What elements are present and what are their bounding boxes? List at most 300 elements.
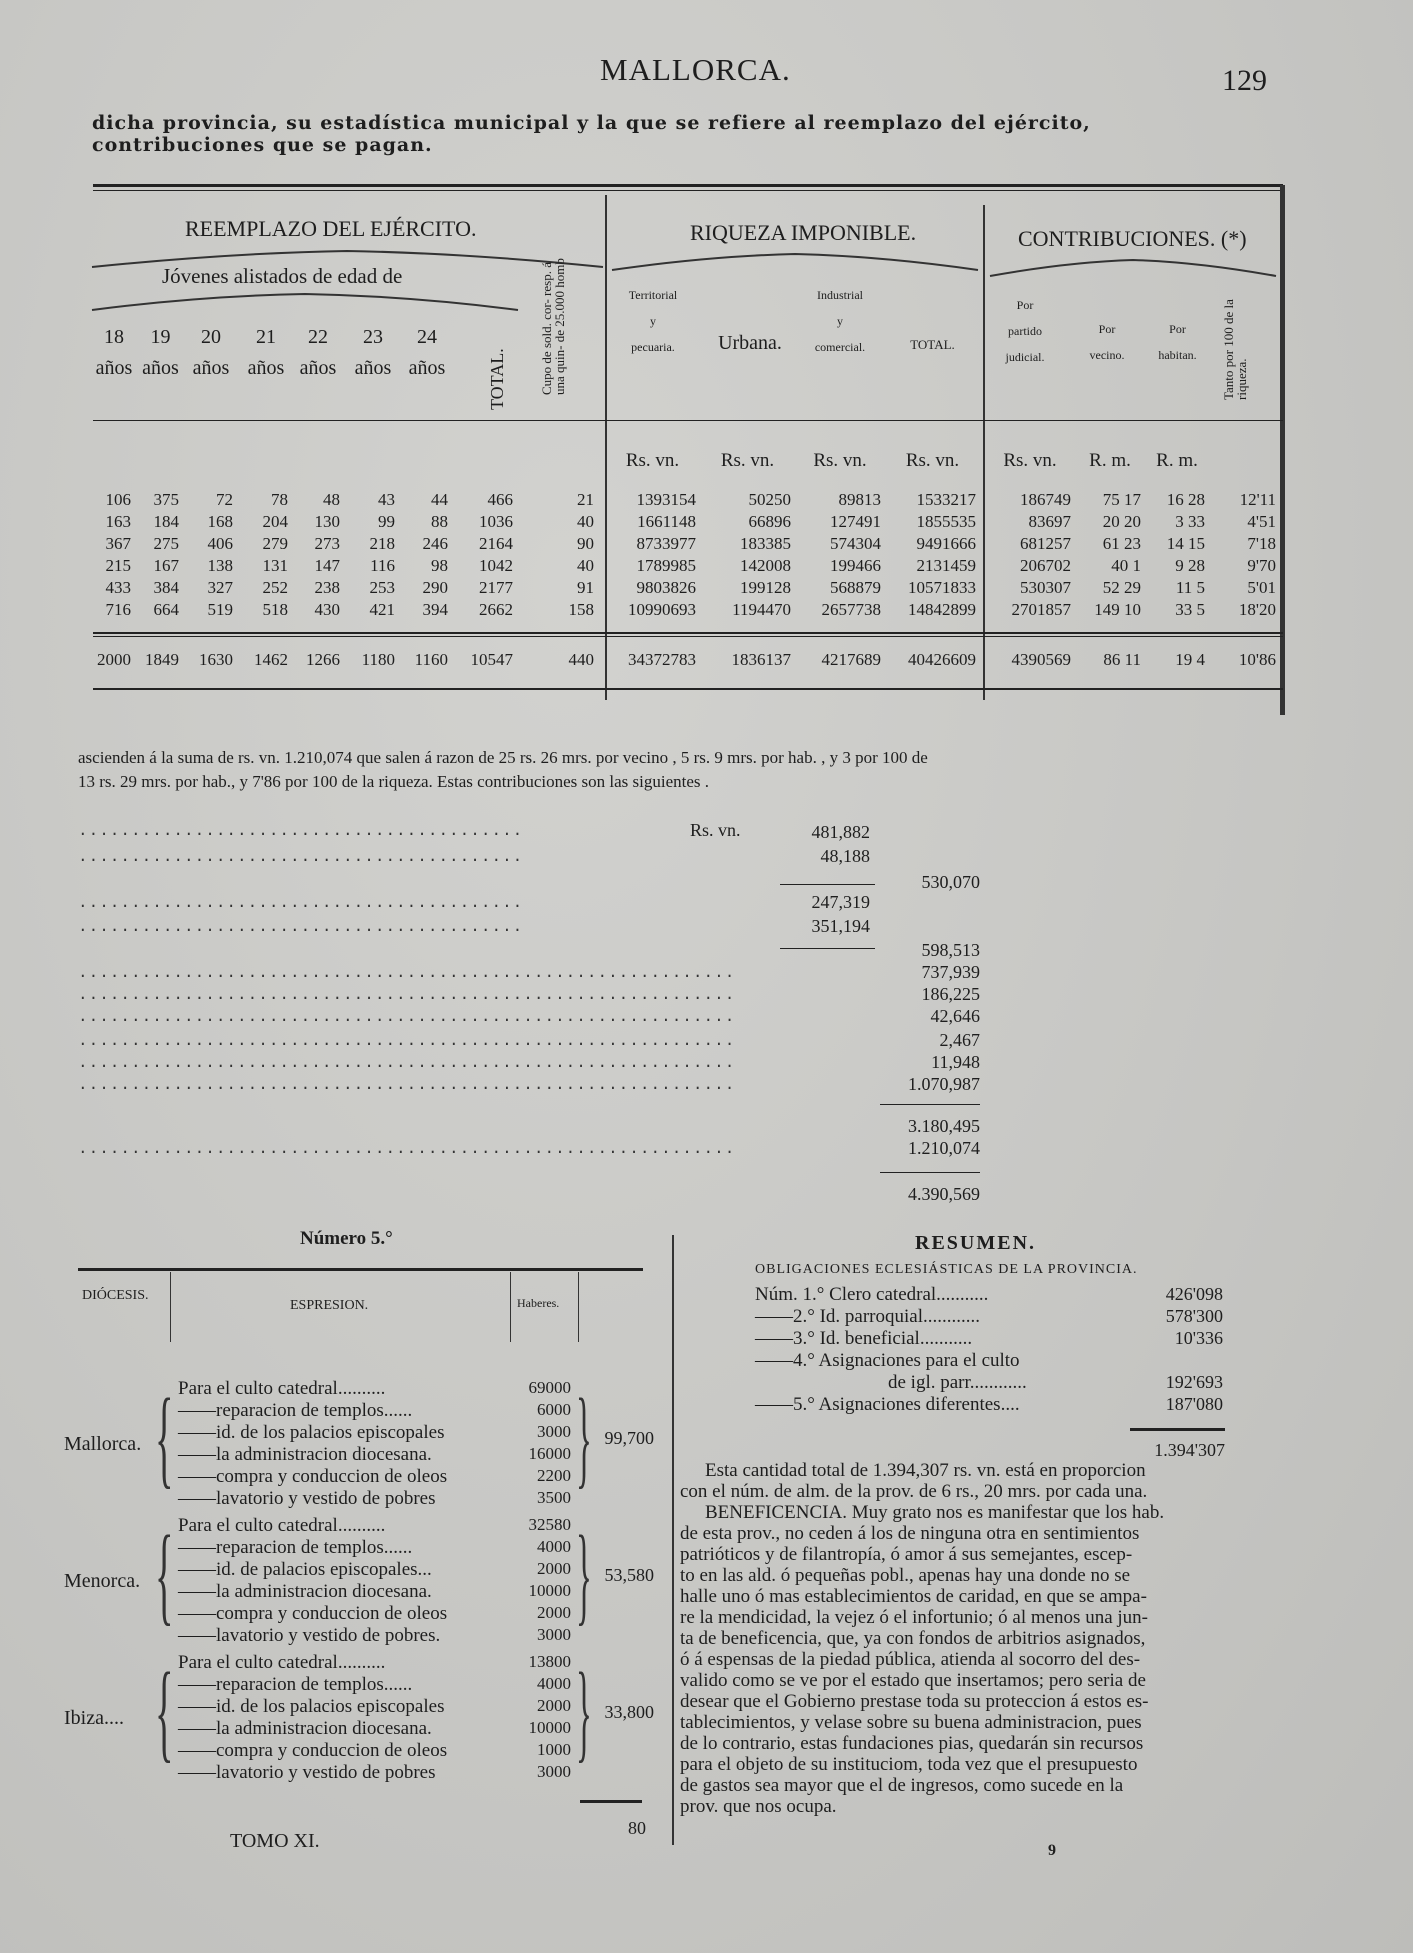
resumen-text-line: re la mendicidad, la vejez ó el infortunio; ó al menos una jun-: [680, 1607, 1148, 1628]
ledger-amount: 247,319: [811, 892, 870, 912]
total-cell: 1266: [306, 650, 340, 669]
table-cell: 716: [105, 600, 131, 619]
expense-amount: 10000: [528, 1718, 571, 1737]
table-cell: 66896: [748, 512, 791, 531]
expense-amount: 3000: [537, 1422, 571, 1441]
page-column-divider: [672, 1235, 674, 1845]
table-cell: 40 1: [1111, 556, 1141, 575]
table-cell: 75 17: [1102, 490, 1141, 509]
expense-label: Para el culto catedral..........: [178, 1652, 386, 1673]
table-cell: 218: [369, 534, 395, 553]
ledger-amount: 1.210,074: [908, 1138, 980, 1158]
table-cell: 10571833: [908, 578, 976, 597]
expense-amount: 2000: [537, 1603, 571, 1622]
expense-amount: 2200: [537, 1466, 571, 1485]
resumen-text-line: desear que el Gobierno prestase toda su proteccion á estos es-: [680, 1691, 1149, 1712]
expense-label: Para el culto catedral..........: [178, 1515, 386, 1536]
table-cell: 215: [105, 556, 131, 575]
expense-amount: 3000: [537, 1625, 571, 1644]
table-cell: 9491666: [916, 534, 976, 553]
footer-signature-right: 9: [1048, 1842, 1056, 1859]
resumen-item-label: de igl. parr............: [888, 1372, 1027, 1393]
ledger-leader: ..........................................: [78, 894, 524, 912]
total-cell: 86 11: [1103, 650, 1141, 669]
expense-label: ——lavatorio y vestido de pobres: [178, 1762, 436, 1783]
age-header: [347, 326, 399, 380]
table-cell: 279: [262, 534, 288, 553]
expense-amount: 2000: [537, 1696, 571, 1715]
expense-label: ——reparacion de templos......: [178, 1674, 413, 1695]
table-cell: 519: [207, 600, 233, 619]
table-cell: 375: [153, 490, 179, 509]
header-urbana: Urbana.: [718, 332, 782, 354]
resumen-text-line: ta de beneficencia, que, ya con fondos de arbitrios asignados,: [680, 1628, 1146, 1649]
resumen-text-line: de lo contrario, estas fundaciones pias, quedarán sin recursos: [680, 1733, 1144, 1754]
continuation-line-2: contribuciones que se pagan.: [92, 134, 433, 156]
unit-label: Rs. vn.: [720, 450, 775, 471]
brace-jovenes: [90, 290, 520, 314]
age-header: [402, 326, 452, 380]
resumen-item-label: Núm. 1.° Clero catedral...........: [755, 1284, 989, 1305]
unit-label: Rs. vn.: [813, 450, 867, 471]
diocese-brace: {: [155, 1650, 174, 1772]
age-header-unit: años: [142, 357, 179, 379]
continuation-line-1: dicha provincia, su estadística municipal y la que se refiere al reemplazo del ejército,: [92, 112, 1091, 134]
diocese-total: 99,700: [604, 1428, 654, 1448]
section-jovenes: Jóvenes alistados de edad de: [162, 264, 403, 288]
expense-amount: 16000: [528, 1444, 571, 1463]
ledger-leader: ..........................................: [78, 918, 524, 936]
totals-rule-thin: [93, 636, 1283, 637]
table-cell: 127491: [830, 512, 881, 531]
expense-amount: 3000: [537, 1762, 571, 1781]
total-cell: 1630: [199, 650, 233, 669]
section-riqueza: RIQUEZA IMPONIBLE.: [690, 220, 917, 245]
table-cell: 246: [422, 534, 448, 553]
age-header-unit: años: [247, 357, 285, 379]
total-cell: 34372783: [628, 650, 696, 669]
ledger-amount: 481,882: [811, 822, 870, 842]
unit-label: R. m.: [1089, 450, 1131, 471]
table-cell: 98: [431, 556, 448, 575]
header-total-riqueza: TOTAL.: [910, 337, 955, 352]
resumen-item-label: ——2.° Id. parroquial............: [755, 1306, 981, 1327]
table-cell: 2131459: [916, 556, 976, 575]
table-cell: 89813: [838, 490, 881, 509]
brace-contribuciones: [988, 256, 1278, 280]
table-cell: 204: [262, 512, 288, 531]
table-cell: 206702: [1020, 556, 1071, 575]
ledger-leader: ..............................................................: [78, 1140, 736, 1158]
ledger-leader: ..............................................................: [78, 986, 736, 1004]
expense-label: ——lavatorio y vestido de pobres.: [178, 1625, 441, 1646]
resumen-item-amount: 187'080: [1165, 1394, 1223, 1414]
table-cell: 116: [370, 556, 395, 575]
table-cell: 7'18: [1247, 534, 1276, 553]
age-header-unit: años: [95, 357, 133, 379]
expense-label: ——id. de los palacios episcopales: [178, 1696, 445, 1717]
resumen-text-line: halle uno ó mas establecimientos de caridad, en que se ampa-: [680, 1586, 1147, 1607]
expense-label: ——la administracion diocesana.: [178, 1718, 432, 1739]
table-cell: 90: [577, 534, 594, 553]
table-cell: 384: [153, 578, 179, 597]
table-cell: 1855535: [916, 512, 976, 531]
expense-amount: 4000: [537, 1674, 571, 1693]
resumen-text-line: to en las ald. ó pequeñas pobl., apenas hay una donde no se: [680, 1565, 1131, 1586]
ledger-amount: 4.390,569: [908, 1184, 980, 1204]
age-header-number: 21: [256, 326, 276, 348]
table-cell: 568879: [830, 578, 881, 597]
table-cell: 88: [431, 512, 448, 531]
total-cell: 10'86: [1238, 650, 1276, 669]
footer-signature-left: 80: [628, 1818, 646, 1838]
table-cell: 52 29: [1102, 578, 1141, 597]
table-cell: 131: [262, 556, 288, 575]
ledger-amount: 48,188: [820, 846, 870, 866]
expense-amount: 69000: [528, 1378, 571, 1397]
expense-amount: 10000: [528, 1581, 571, 1600]
header-rule: [93, 420, 1283, 421]
table-bottom-rule: [93, 688, 1283, 690]
table-cell: 394: [422, 600, 448, 619]
resumen-text-line: Esta cantidad total de 1.394,307 rs. vn. está en proporcion: [705, 1460, 1146, 1481]
expense-amount: 4000: [537, 1537, 571, 1556]
table-cell: 83697: [1028, 512, 1071, 531]
unit-label: Rs. vn.: [905, 450, 960, 471]
expense-amount: 3500: [537, 1488, 571, 1507]
diocese-brace: {: [155, 1513, 174, 1635]
brace-reemplazo: [90, 245, 605, 275]
ledger-leader: ..............................................................: [78, 1032, 736, 1050]
ledger-amount: 3.180,495: [908, 1116, 980, 1136]
numero5-bottom-rule: [580, 1800, 642, 1803]
unit-label: Rs. vn.: [625, 450, 680, 471]
header-cupo: Cupo de sold. cor- resp. á una quin- de 25.000 homb: [539, 258, 567, 395]
table-cell: 10990693: [628, 600, 696, 619]
numero5-top-rule: [78, 1268, 643, 1271]
ledger-amount: 1.070,987: [908, 1074, 980, 1094]
table-cell: 8733977: [636, 534, 696, 553]
header-total-reemplazo: TOTAL.: [487, 348, 507, 410]
table-cell: 184: [153, 512, 179, 531]
table-cell: 40: [577, 556, 594, 575]
paragraph-line-2: 13 rs. 29 mrs. por hab., y 7'86 por 100 de la riqueza. Estas contribuciones son las siguientes .: [78, 772, 710, 791]
age-header-number: 20: [201, 326, 221, 348]
expense-amount: 1000: [537, 1740, 571, 1759]
resumen-item-amount: 10'336: [1174, 1328, 1223, 1348]
numero5-head-diocesis: DIÓCESIS.: [82, 1288, 149, 1303]
age-header-unit: años: [354, 357, 392, 379]
unit-label: Rs. vn.: [1003, 450, 1057, 471]
resumen-text-line: con el núm. de alm. de la prov. de 6 rs., 20 mrs. por cada una.: [680, 1481, 1148, 1502]
table-cell: 1036: [479, 512, 513, 531]
table-cell: 21: [577, 490, 594, 509]
age-header: [185, 326, 237, 380]
age-header-number: 19: [150, 326, 171, 348]
ledger-amount: 598,513: [921, 940, 980, 960]
n5-col-rule-3: [578, 1272, 579, 1342]
table-cell: 2177: [479, 578, 513, 597]
header-partido: Por partido judicial.: [1005, 298, 1045, 364]
header-vecino: Por vecino.: [1089, 322, 1125, 362]
resumen-item-amount: 192'693: [1165, 1372, 1223, 1392]
table-cell: 290: [422, 578, 448, 597]
table-cell: 1661148: [637, 512, 696, 531]
table-cell: 12'11: [1239, 490, 1276, 509]
table-cell: 199466: [830, 556, 881, 575]
table-cell: 78: [271, 490, 288, 509]
table-cell: 1789985: [636, 556, 696, 575]
diocese-name: Menorca.: [64, 1570, 141, 1592]
ledger-leader: ..........................................: [78, 848, 524, 866]
resumen-item-amount: 426'098: [1165, 1284, 1223, 1304]
table-cell: 406: [207, 534, 233, 553]
resumen-title: RESUMEN.: [915, 1232, 1037, 1254]
age-header-unit: años: [408, 357, 446, 379]
expense-label: ——id. de palacios episcopales...: [178, 1559, 432, 1580]
expense-label: ——la administracion diocesana.: [178, 1444, 432, 1465]
age-header-number: 23: [363, 326, 383, 348]
table-cell: 2657738: [821, 600, 881, 619]
table-cell: 11 5: [1175, 578, 1205, 597]
age-header: [93, 326, 135, 380]
ledger-rule: [880, 1172, 980, 1173]
table-cell: 158: [568, 600, 594, 619]
total-cell: 40426609: [908, 650, 976, 669]
total-cell: 4390569: [1011, 650, 1071, 669]
expense-amount: 2000: [537, 1559, 571, 1578]
table-cell: 3 33: [1175, 512, 1205, 531]
expense-label: ——compra y conduccion de oleos: [178, 1603, 448, 1624]
table-cell: 183385: [740, 534, 791, 553]
table-cell: 273: [314, 534, 340, 553]
table-cell: 186749: [1020, 490, 1071, 509]
table-cell: 14 15: [1166, 534, 1205, 553]
ledger-amount: 737,939: [921, 962, 980, 982]
expense-amount: 32580: [528, 1515, 571, 1534]
resumen-text-line: patrióticos y de filantropía, ó amor á sus semejantes, escep-: [680, 1544, 1133, 1565]
table-cell: 44: [431, 490, 448, 509]
table-cell: 147: [314, 556, 340, 575]
ledger-leader: ..........................................: [78, 822, 524, 840]
ledger-amount: 530,070: [921, 872, 980, 892]
resumen-text-line: BENEFICENCIA. Muy grato nos es manifestar que los hab.: [705, 1502, 1165, 1523]
table-cell: 252: [262, 578, 288, 597]
total-cell: 1849: [145, 650, 179, 669]
total-cell: 1836137: [731, 650, 791, 669]
diocese-total: 53,580: [604, 1565, 654, 1585]
age-header: [292, 326, 344, 380]
expense-label: ——compra y conduccion de oleos: [178, 1740, 448, 1761]
table-cell: 530307: [1020, 578, 1071, 597]
table-cell: 664: [153, 600, 179, 619]
table-cell: 574304: [830, 534, 881, 553]
expense-label: ——lavatorio y vestido de pobres: [178, 1488, 436, 1509]
table-cell: 40: [577, 512, 594, 531]
ledger-leader: ..............................................................: [78, 1076, 736, 1094]
expense-label: ——reparacion de templos......: [178, 1537, 413, 1558]
total-cell: 1180: [361, 650, 395, 669]
ledger-amount: 186,225: [921, 984, 980, 1004]
age-header: [240, 326, 292, 380]
age-header-unit: años: [192, 357, 230, 379]
total-cell: 1160: [414, 650, 448, 669]
resumen-text-line: para el objeto de su instituciom, toda vez que el presupuesto: [680, 1754, 1138, 1775]
total-cell: 19 4: [1175, 650, 1205, 669]
table-cell: 9803826: [636, 578, 696, 597]
section-reemplazo: REEMPLAZO DEL EJÉRCITO.: [185, 216, 477, 241]
table-cell: 33 5: [1175, 600, 1205, 619]
age-header-unit: años: [299, 357, 337, 379]
total-cell: 1462: [254, 650, 288, 669]
table-cell: 518: [262, 600, 288, 619]
brace-riqueza: [610, 250, 980, 274]
table-cell: 14842899: [908, 600, 976, 619]
ledger-rule: [880, 1104, 980, 1105]
table-cell: 149 10: [1094, 600, 1141, 619]
table-cell: 199128: [740, 578, 791, 597]
resumen-total: 1.394'307: [1154, 1440, 1225, 1460]
resumen-text-line: de esta prov., no ceden á los de ninguna otra en sentimientos: [680, 1523, 1140, 1544]
expense-label: ——la administracion diocesana.: [178, 1581, 432, 1602]
age-header-number: 24: [417, 326, 437, 348]
table-cell: 5'01: [1247, 578, 1276, 597]
table-cell: 367: [105, 534, 131, 553]
expense-label: ——reparacion de templos......: [178, 1400, 413, 1421]
resumen-item-label: ——3.° Id. beneficial...........: [755, 1328, 973, 1349]
table-cell: 142008: [740, 556, 791, 575]
numero5-head-haberes: Haberes.: [517, 1296, 560, 1310]
resumen-item-amount: 578'300: [1165, 1306, 1223, 1326]
table-cell: 106: [105, 490, 131, 509]
total-brace: }: [576, 1650, 592, 1772]
table-cell: 138: [207, 556, 233, 575]
ledger-amount: 42,646: [930, 1006, 980, 1026]
table-cell: 1194470: [732, 600, 791, 619]
totals-rule: [93, 632, 1283, 634]
total-cell: 2000: [97, 650, 131, 669]
total-cell: 10547: [470, 650, 513, 669]
page-number: 129: [1222, 64, 1267, 97]
numero5-head-espresion: ESPRESION.: [290, 1298, 369, 1313]
diocese-name: Ibiza....: [64, 1707, 124, 1729]
table-cell: 275: [153, 534, 179, 553]
age-header-number: 22: [308, 326, 328, 348]
numero5-title: Número 5.°: [300, 1228, 393, 1249]
ledger-leader: ..............................................................: [78, 1054, 736, 1072]
expense-amount: 13800: [528, 1652, 571, 1671]
resumen-text-line: tablecimientos, y velase sobre su buena administracion, pues: [680, 1712, 1142, 1733]
header-industrial: Industrial y comercial.: [814, 288, 866, 354]
divider-reemplazo-riqueza: [605, 195, 607, 700]
total-brace: }: [576, 1376, 592, 1498]
table-cell: 1393154: [636, 490, 696, 509]
table-cell: 91: [577, 578, 594, 597]
n5-col-rule-1: [170, 1272, 171, 1342]
expense-label: ——compra y conduccion de oleos: [178, 1466, 448, 1487]
resumen-item-label: ——4.° Asignaciones para el culto: [755, 1350, 1020, 1371]
table-cell: 61 23: [1102, 534, 1141, 553]
ledger-amount: 11,948: [931, 1052, 980, 1072]
table-cell: 433: [105, 578, 131, 597]
expense-label: ——id. de los palacios episcopales: [178, 1422, 445, 1443]
table-cell: 43: [378, 490, 395, 509]
total-cell: 4217689: [821, 650, 881, 669]
table-cell: 18'20: [1238, 600, 1276, 619]
age-header-number: 18: [104, 326, 124, 348]
table-top-rule-thin: [93, 190, 1283, 191]
table-cell: 1533217: [916, 490, 976, 509]
resumen-subtitle: OBLIGACIONES ECLESIÁSTICAS DE LA PROVINCIA.: [755, 1262, 1138, 1277]
ledger-amount: 351,194: [811, 916, 870, 936]
diocese-brace: {: [155, 1376, 174, 1498]
ledger-amount: 2,467: [939, 1030, 980, 1050]
resumen-text-line: ó á espensas de la piedad pública, atienda al socorro del des-: [680, 1649, 1141, 1670]
diocese-total: 33,800: [604, 1702, 654, 1722]
table-cell: 163: [105, 512, 131, 531]
table-cell: 2701857: [1011, 600, 1071, 619]
table-cell: 168: [207, 512, 233, 531]
total-brace: }: [576, 1513, 592, 1635]
table-cell: 72: [216, 490, 233, 509]
ledger-leader: ..............................................................: [78, 1008, 736, 1026]
ledger-leader: ..............................................................: [78, 964, 736, 982]
resumen-total-rule: [1130, 1428, 1225, 1431]
table-top-rule: [93, 184, 1283, 187]
header-territorial: Territorial y pecuaria.: [628, 288, 678, 354]
table-cell: 1042: [479, 556, 513, 575]
table-cell: 238: [314, 578, 340, 597]
ledger-currency: Rs. vn.: [690, 820, 741, 840]
table-cell: 99: [378, 512, 395, 531]
unit-label: R. m.: [1156, 450, 1198, 471]
section-contribuciones: CONTRIBUCIONES. (*): [1018, 226, 1247, 251]
footer-tomo: TOMO XI.: [230, 1830, 320, 1852]
diocese-name: Mallorca.: [64, 1433, 142, 1455]
table-cell: 20 20: [1102, 512, 1141, 531]
resumen-item-label: ——5.° Asignaciones diferentes....: [755, 1394, 1020, 1415]
table-cell: 2662: [479, 600, 513, 619]
resumen-text-line: valido como se ve por el estado que insertamos; pero seria de: [680, 1670, 1146, 1691]
table-cell: 50250: [748, 490, 791, 509]
table-cell: 327: [207, 578, 233, 597]
table-cell: 16 28: [1166, 490, 1205, 509]
resumen-text-line: prov. que nos ocupa.: [680, 1796, 837, 1817]
table-cell: 4'51: [1247, 512, 1276, 531]
table-cell: 48: [323, 490, 340, 509]
table-cell: 430: [314, 600, 340, 619]
expense-amount: 6000: [537, 1400, 571, 1419]
table-cell: 9 28: [1175, 556, 1205, 575]
table-cell: 466: [487, 490, 513, 509]
header-tanto: Tanto por 100 de la riqueza.: [1221, 299, 1249, 400]
table-cell: 681257: [1020, 534, 1071, 553]
table-cell: 2164: [479, 534, 513, 553]
table-cell: 421: [369, 600, 395, 619]
expense-label: Para el culto catedral..........: [178, 1378, 386, 1399]
total-cell: 440: [568, 650, 594, 669]
resumen-text-line: de gastos sea mayor que el de ingresos, como sucede en la: [680, 1775, 1124, 1796]
page-title: MALLORCA.: [600, 52, 791, 87]
header-habitante: Por habitan.: [1158, 322, 1197, 362]
table-cell: 130: [314, 512, 340, 531]
n5-col-rule-2: [510, 1272, 511, 1342]
table-cell: 9'70: [1247, 556, 1276, 575]
age-header: [138, 326, 183, 380]
paragraph-line-1: ascienden á la suma de rs. vn. 1.210,074 que salen á razon de 25 rs. 26 mrs. por vecino , 5 rs. 9 mrs. por hab. , y 3 por 100 de: [78, 748, 928, 767]
table-cell: 167: [153, 556, 179, 575]
table-cell: 253: [369, 578, 395, 597]
